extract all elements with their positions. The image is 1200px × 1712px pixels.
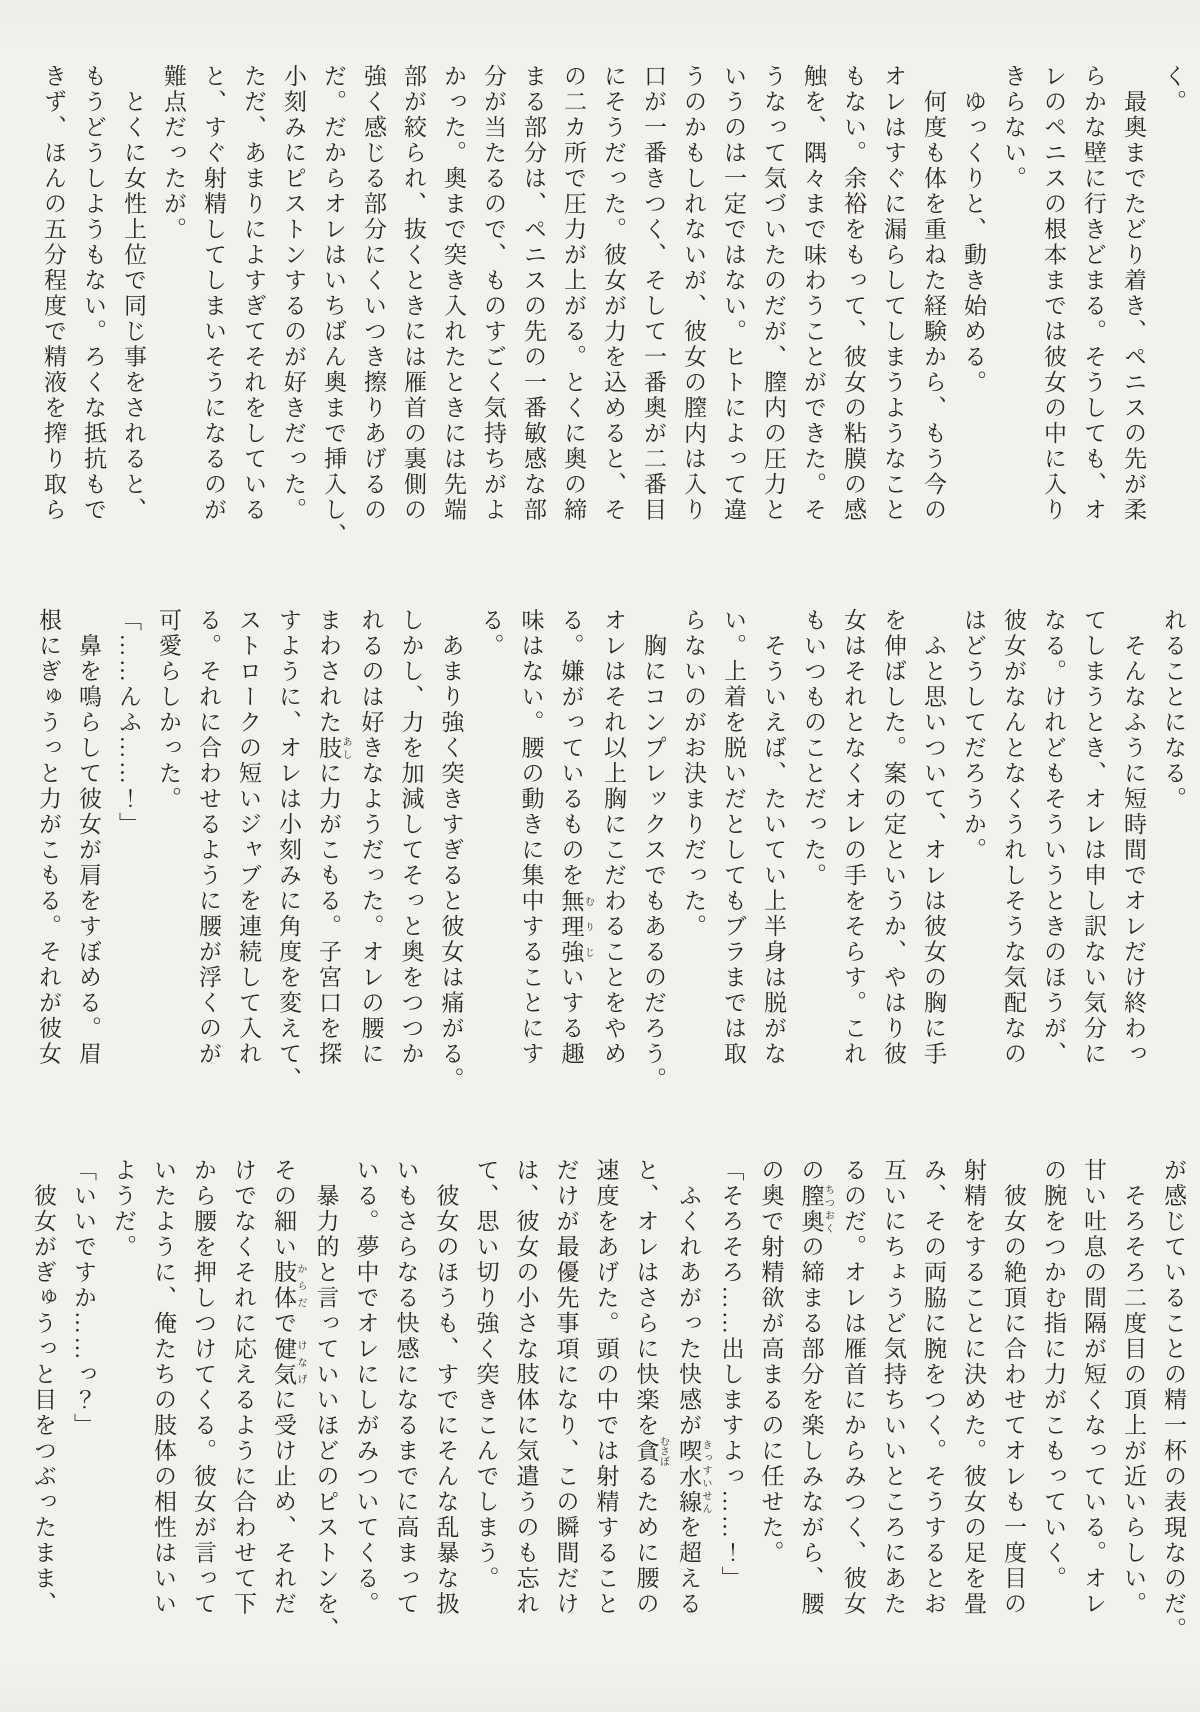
text-column: の奥で射精欲が高まるのに任せた。	[758, 1158, 784, 1566]
text-column: かった。奥まで突き入れたときには先端	[441, 64, 466, 523]
text-column: きず、ほんの五分程度で精液を搾り取ら	[41, 64, 66, 523]
text-column: きらない。	[1001, 64, 1026, 192]
text-column: 彼女のほうも、すでにそんな乱暴な扱	[433, 1158, 459, 1617]
text-column: 互いにちょうど気持ちいいところにあた	[881, 1158, 906, 1617]
text-column: 触を、隅々まで味わうことができた。そ	[801, 64, 826, 523]
text-column: そんなふうに短時間でオレだけ終わっ	[1121, 608, 1146, 1067]
text-column: 鼻を鳴らして彼女が肩をすぼめる。眉	[76, 608, 101, 1067]
text-column: が感じていることの精一杯の表現なのだ。	[1161, 1158, 1186, 1643]
text-column: うなって気づいたのだが、膣内の圧力と	[761, 64, 786, 523]
text-column: ふくれあがった快感が喫水線 きっすいせんを超える	[676, 1158, 711, 1617]
text-column: から腰を押しつけてくる。彼女が言って	[191, 1158, 216, 1617]
text-column: けでなくそれに応えるように合わせて下	[231, 1158, 256, 1617]
text-column: 可愛らしかった。	[156, 608, 181, 812]
text-column: の膣奥 ちつおくの締まる部分を楽しみながら、腰	[798, 1158, 834, 1617]
text-column: まる部分は、ペニスの先の一番敏感な部	[521, 64, 546, 523]
text-column: 味はない。腰の動きに集中することにす	[518, 608, 544, 1067]
text-column: を伸ばした。案の定というか、やはり彼	[881, 608, 906, 1067]
text-column: だ。だからオレはいちばん奥まで挿入し、	[321, 64, 346, 549]
text-column: いもさらなる快感になるまでに高まって	[393, 1158, 419, 1617]
text-column: とくに女性上位で同じ事をされると、	[121, 64, 146, 523]
text-column: い。上着を脱いだとしてもブラまでは取	[721, 608, 746, 1067]
text-column: もない。余裕をもって、彼女の粘膜の感	[841, 64, 866, 523]
text-column: いる。夢中でオレにしがみついてくる。	[353, 1158, 379, 1617]
text-column: み、その両脇に腕をつく。そうするとお	[921, 1158, 946, 1617]
text-column: 射精をすることに決めた。彼女の足を畳	[961, 1158, 986, 1617]
text-column: ふと思いついて、オレは彼女の胸に手	[921, 608, 946, 1067]
text-column: 分が当たるので、ものすごく気持ちがよ	[481, 64, 506, 523]
text-column: にそうだった。彼女が力を込めると、そ	[601, 64, 626, 523]
text-column: る。嫌がっているものを無理強 むりじいする趣	[558, 608, 594, 1067]
text-column: 何度も体を重ねた経験から、もう今の	[921, 64, 946, 523]
text-column: もうどうしようもない。ろくな抵抗もで	[81, 64, 106, 523]
text-column: 小刻みにピストンするのが好きだった。	[281, 64, 306, 523]
text-column: 「……んふ……！」	[116, 608, 141, 838]
text-column: まわされた肢 あしに力がこもる。子宮口を探	[316, 608, 351, 1067]
text-column: その細い肢体 からだで健気 けなげに受け止め、それだ	[271, 1158, 306, 1617]
text-column: 胸にコンプレックスでもあるのだろう。	[641, 608, 666, 1093]
text-column: オレはそれ以上胸にこだわることをやめ	[601, 608, 626, 1067]
text-column: 「そろそろ……出しますよっ……！」	[718, 1158, 744, 1592]
text-column: すように、オレは小刻みに角度を変えて、	[276, 608, 301, 1093]
text-column: く。	[1161, 64, 1186, 115]
text-column: 根にぎゅうっと力がこもる。それが彼女	[36, 608, 61, 1067]
text-column: 部が絞られ、抜くときには雁首の裏側の	[401, 64, 426, 523]
text-column: 「いいですか……っ？」	[71, 1158, 96, 1439]
text-column: 彼女がぎゅうっと目をつぶったまま、	[31, 1158, 56, 1617]
text-column: 甘い吐息の間隔が短くなっている。オレ	[1081, 1158, 1106, 1617]
text-column: 最奥までたどり着き、ペニスの先が柔	[1121, 64, 1146, 523]
text-band-top	[33, 64, 1193, 549]
text-band-bottom	[31, 1158, 1193, 1643]
text-column: る。それに合わせるように腰が浮くのが	[196, 608, 221, 1067]
text-column: ようだ。	[111, 1158, 136, 1260]
text-column: だけが最優先事項になり、この瞬間だけ	[553, 1158, 579, 1617]
text-column: と、すぐ射精してしまいそうになるのが	[201, 64, 226, 523]
text-column: もいつものことだった。	[801, 608, 826, 889]
text-column: 速度をあげた。頭の中では射精すること	[593, 1158, 619, 1617]
text-column: ただ、あまりによすぎてそれをしている	[241, 64, 266, 523]
text-column: てしまうとき、オレは申し訳ない気分に	[1081, 608, 1106, 1067]
text-column: レのペニスの根本までは彼女の中に入り	[1041, 64, 1066, 523]
text-column: の腕をつかむ指に力がこもっていく。	[1041, 1158, 1066, 1592]
text-column: 口が一番きつく、そして一番奥が二番目	[641, 64, 666, 523]
text-column: ゆっくりと、動き始める。	[961, 64, 986, 396]
text-column: は、彼女の小さな肢体に気遣うのも忘れ	[513, 1158, 539, 1617]
text-column: いたように、俺たちの肢体の相性はいい	[151, 1158, 176, 1617]
text-column: なる。けれどもそういうときのほうが、	[1041, 608, 1066, 1067]
text-column: そういえば、たいてい上半身は脱がな	[761, 608, 786, 1067]
text-column: ストロークの短いジャブを連続して入れ	[236, 608, 261, 1067]
text-column: 彼女がなんとなくうれしそうな気配なの	[1001, 608, 1026, 1067]
text-column: らかな壁に行きどまる。そうしても、オ	[1081, 64, 1106, 523]
text-column: 難点だったが。	[161, 64, 186, 243]
text-column: あまり強く突きすぎると彼女は痛がる。	[438, 608, 464, 1093]
text-column: オレはすぐに漏らしてしまうようなこと	[881, 64, 906, 523]
text-column: て、思い切り強く突きこんでしまう。	[473, 1158, 499, 1592]
text-column: 暴力的と言っていいほどのピストンを、	[313, 1158, 339, 1643]
text-column: はどうしてだろうか。	[961, 608, 986, 863]
text-column: そろそろ二度目の頂上が近いらしい。	[1121, 1158, 1146, 1617]
text-column: しかし、力を加減してそっと奥をつつか	[398, 608, 424, 1067]
text-column: 女はそれとなくオレの手をそらす。これ	[841, 608, 866, 1067]
text-column: 強く感じる部分にくいつき擦りあげるの	[361, 64, 386, 523]
text-column: 彼女の絶頂に合わせてオレも一度目の	[1001, 1158, 1026, 1617]
text-column: いうのは一定ではない。ヒトによって違	[721, 64, 746, 523]
text-column: れることになる。	[1161, 608, 1186, 812]
text-column: うのかもしれないが、彼女の膣内は入り	[681, 64, 706, 523]
text-column: と、オレはさらに快楽を貪 むさぼるために腰の	[633, 1158, 669, 1617]
text-column: らないのがお決まりだった。	[681, 608, 706, 940]
text-column: れるのは好きなようだった。オレの腰に	[358, 608, 384, 1067]
text-column: るのだ。オレは雁首にからみつく、彼女	[841, 1158, 866, 1617]
text-band-middle	[33, 608, 1193, 1093]
text-column: の二カ所で圧力が上がる。とくに奥の締	[561, 64, 586, 523]
text-column: る。	[478, 608, 504, 659]
